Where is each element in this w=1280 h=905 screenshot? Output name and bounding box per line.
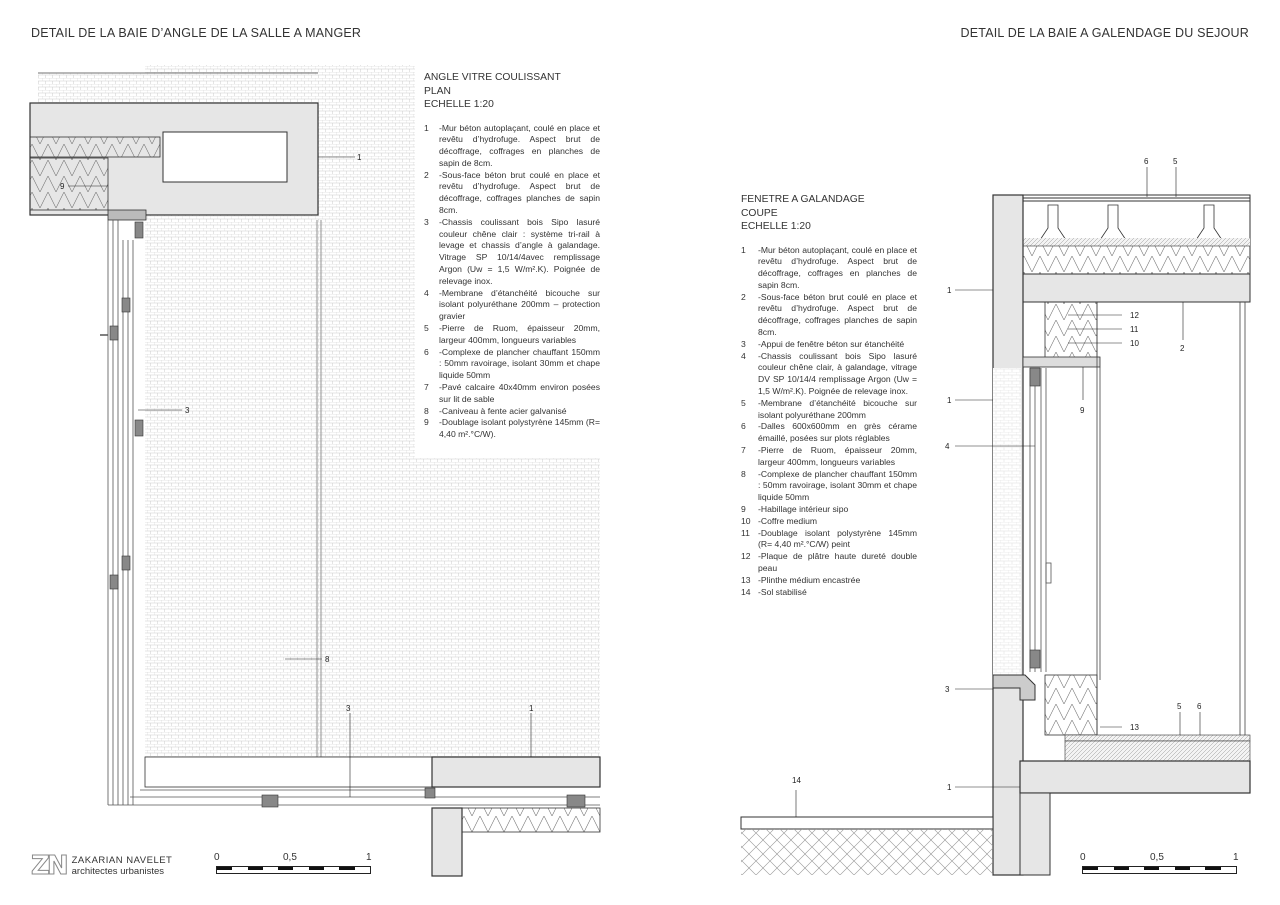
callout-label: 1	[947, 783, 952, 792]
legend-item: 13 -Plinthe médium encastrée	[741, 574, 861, 585]
roof-concrete	[1020, 274, 1250, 302]
scale-tick-label: 0	[1080, 852, 1086, 863]
galandage-pocket	[1097, 302, 1245, 735]
bottom-sash-rails	[262, 788, 585, 807]
exterior-cladding	[993, 368, 1021, 675]
roof-insulation	[1022, 246, 1250, 274]
ground-surface	[741, 817, 993, 829]
scale-tick-label: 1	[366, 852, 372, 863]
callout-label: 5	[1177, 702, 1182, 711]
callout-label: 12	[1130, 311, 1139, 320]
callout-label: 6	[1197, 702, 1202, 711]
legend-header	[424, 71, 600, 112]
scale-tick-label: 0	[214, 852, 220, 863]
legend-title: FENETRE A GALANDAGE	[741, 194, 865, 205]
legend-item: 5 -Membrane d’étanchéité bicouche sur isolant polyuréthane 200mm	[741, 397, 917, 420]
legend-item: 7 -Pierre de Ruom, épaisseur 20mm, largeur 400mm, longueurs variables	[741, 445, 917, 467]
legend-item: 2 -Sous-face béton brut coulé en place et revêtu d’hydrofuge. Aspect brut de décoffrage, coffrages planches de sapin 8cm.	[424, 169, 600, 216]
bottom-insulation	[462, 808, 600, 832]
callout-label: 1	[947, 396, 952, 405]
legend-item: 6 -Dalles 600x600mm en grès cérame émaillé, posées sur plots réglables	[741, 421, 917, 444]
wall-opening	[163, 132, 287, 182]
right-legend	[741, 193, 917, 598]
legend-item: 1 -Mur béton autoplaçant, coulé en place et revêtu d’hydrofuge. Aspect brut de décoffrage, coffrages en planches de sapin de 8cm.	[424, 122, 600, 168]
floor-finish	[1065, 735, 1250, 741]
insulation-band	[30, 158, 108, 210]
bottom-wall-stub	[432, 808, 462, 876]
callout-label: 1	[357, 153, 362, 162]
legend-item: 2 -Sous-face béton brut coulé en place et revêtu d’hydrofuge. Aspect brut de décoffrage, coffrages planches de sapin 8cm.	[741, 291, 917, 338]
legend-item: 1 -Mur béton autoplaçant, coulé en place et revêtu d’hydrofuge. Aspect brut de décoffrage, coffrages en planches de sapin 8cm.	[741, 244, 917, 290]
legend-item: 3 -Chassis coulissant bois Sipo lasuré couleur chêne clair : système tri-rail à levage et chassis d’angle à galandage. Vitrage SP 10/14/4avec remplissage Argon (Uw = 1,5 W/m².K). Poignée de relevage inox.	[424, 216, 600, 286]
callout-label: 11	[1130, 325, 1139, 334]
legend-item: 4 -Membrane d’étanchéité bicouche sur isolant polyuréthane 200mm – protection gravier	[424, 287, 600, 322]
callout-label: 2	[1180, 344, 1185, 353]
legend-item: 9 -Habillage intérieur sipo	[741, 504, 849, 515]
ground-soil	[741, 829, 993, 875]
legend-item: 10 -Coffre medium	[741, 515, 818, 526]
window-head-left	[108, 210, 146, 220]
scale-bar-graphic	[216, 866, 371, 874]
legend-item: 8 -Caniveau à fente acier galvanisé	[424, 405, 567, 416]
legend-item: 5 -Pierre de Ruom, épaisseur 20mm, largeur 400mm, longueurs variables	[424, 323, 600, 345]
legend-scale: ECHELLE 1:20	[424, 99, 494, 110]
callout-label: 5	[1173, 157, 1178, 166]
right-drawing-title: DETAIL DE LA BAIE A GALENDAGE DU SEJOUR	[960, 26, 1249, 40]
callout-label: 1	[529, 704, 534, 713]
scale-tick-label: 1	[1233, 852, 1239, 863]
callout-label: 6	[1144, 157, 1149, 166]
legend-item: 7 -Pavé calcaire 40x40mm environ posées sur lit de sable	[424, 382, 600, 404]
callout-label: 3	[346, 704, 351, 713]
callout-label: 1	[947, 286, 952, 295]
head-box	[1023, 357, 1100, 367]
firm-name-block	[72, 855, 173, 877]
callout-label: 3	[185, 406, 190, 415]
legend-header	[741, 193, 917, 234]
roof-gravel	[1022, 238, 1250, 246]
insulation-band-top	[30, 137, 160, 157]
callout-label: 8	[325, 655, 330, 664]
window-handle	[1046, 563, 1051, 583]
callout-label: 13	[1130, 723, 1139, 732]
legend-item: 12 -Plaque de plâtre haute dureté double peau	[741, 551, 917, 574]
callout-label: 9	[60, 182, 65, 191]
callout-label: 3	[945, 685, 950, 694]
legend-item: 8 -Complexe de plancher chauffant 150mm : 50mm ravoirage, isolant 30mm et chape liquide 50mm	[741, 468, 917, 503]
legend-view: PLAN	[424, 85, 451, 97]
floor-slab	[1020, 761, 1250, 793]
legend-view: COUPE	[741, 207, 778, 219]
firm-subtitle: architectes urbanistes	[71, 866, 165, 877]
callout-label: 4	[945, 442, 950, 451]
sill-box	[1045, 675, 1097, 735]
bottom-frame-lines	[108, 790, 600, 805]
legend-list	[741, 245, 917, 599]
legend-item: 11 -Doublage isolant polystyrène 145mm (R= 4,40 m².°C/W) peint	[741, 527, 917, 550]
legend-item: 9 -Doublage isolant polystyrène 145mm (R= 4,40 m².°C/W).	[424, 417, 600, 440]
legend-scale: ECHELLE 1:20	[741, 221, 811, 232]
left-drawing-title: DETAIL DE LA BAIE D’ANGLE DE LA SALLE A MANGER	[31, 26, 362, 40]
lower-wall	[1020, 793, 1050, 875]
legend-item: 6 -Complexe de plancher chauffant 150mm : 50mm ravoirage, isolant 30mm et chape liquide 50mm	[424, 346, 600, 381]
legend-item: 14 -Sol stabilisé	[741, 586, 807, 597]
floor-screed	[1065, 741, 1250, 761]
ceiling-box	[1045, 302, 1097, 360]
callout-label: 10	[1130, 339, 1139, 348]
scale-tick-label: 0,5	[1150, 852, 1164, 863]
bottom-concrete-wall	[432, 757, 600, 787]
left-legend	[424, 71, 600, 441]
paver-strip-top	[38, 73, 318, 103]
left-window-sash-rails	[110, 222, 143, 589]
legend-item: 4 -Chassis coulissant bois Sipo lasuré couleur chêne clair, à galandage, vitrage DV SP 10/14/4 remplissage Argon (Uw = 1,5 W/m².K). Poignée de relevage inox.	[741, 350, 917, 397]
legend-title: ANGLE VITRE COULISSANT	[424, 72, 561, 83]
legend-list	[424, 123, 600, 442]
firm-name: ZAKARIAN NAVELET	[71, 855, 173, 866]
legend-item: 3 -Appui de fenêtre béton sur étanchéité	[741, 338, 905, 349]
scale-tick-label: 0,5	[283, 852, 297, 863]
callout-label: 14	[792, 776, 801, 785]
scale-bar-graphic	[1082, 866, 1237, 874]
firm-logo	[31, 853, 172, 879]
right-window-frame	[1030, 368, 1046, 672]
zn-logo-mark: ZN	[31, 851, 66, 881]
callout-label: 9	[1080, 406, 1085, 415]
